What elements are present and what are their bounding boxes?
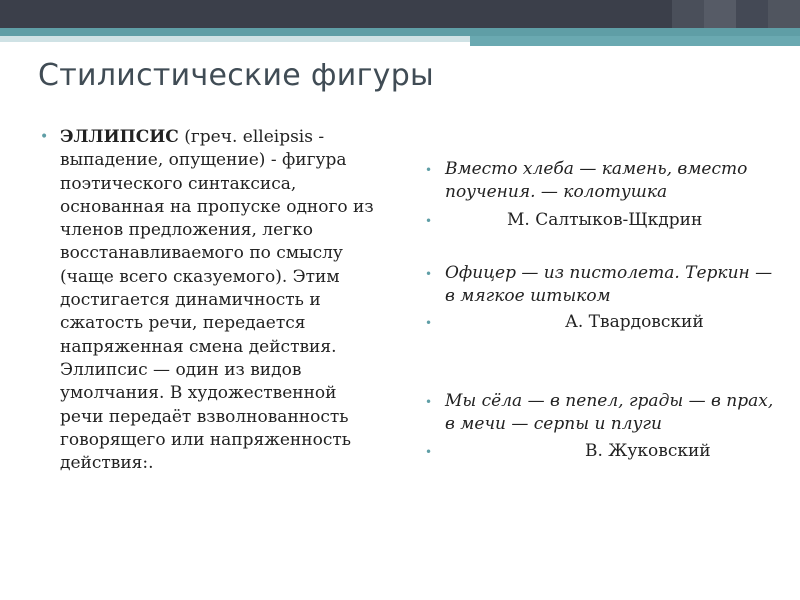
bullet-icon: • bbox=[425, 214, 433, 228]
bullet-icon: • bbox=[40, 129, 49, 145]
example-author: • М. Салтыков-Щкдрин bbox=[425, 209, 775, 232]
example-author: • А. Твардовский bbox=[425, 311, 775, 334]
example-quote: • Вместо хлеба — камень, вместо поучения. — колотушка bbox=[425, 159, 748, 202]
bullet-icon: • bbox=[425, 316, 433, 330]
examples-block bbox=[425, 158, 775, 463]
bullet-icon: • bbox=[425, 163, 433, 177]
definition-item bbox=[40, 126, 375, 475]
bullet-icon: • bbox=[425, 395, 433, 409]
bullet-icon: • bbox=[425, 445, 433, 459]
example-quote: • Мы сёла — в пепел, грады — в прах, в мечи — серпы и плуги bbox=[425, 391, 774, 434]
header-blocks bbox=[672, 0, 800, 28]
accent-stripe bbox=[0, 28, 800, 36]
slide-title: Стилистические фигуры bbox=[38, 58, 435, 93]
example-author: • В. Жуковский bbox=[425, 440, 775, 463]
definition-block bbox=[40, 126, 375, 475]
example-quote: • Офицер — из пистолета. Теркин — в мягкое штыком bbox=[425, 263, 773, 306]
accent-stripe-right bbox=[470, 36, 800, 46]
definition-text: (греч. elleipsis - выпадение, опущение) - фигура поэтического синтаксиса, основанная на пропуске одного из членов предложения, легко восстанавливаемого по смыслу (чаще всего сказуемого). Этим достигается динамичность и сжатость речи, передается напряженная смена действия. Эллипсис — один из видов умолчания. В художественной речи передаёт взволнованность говорящего или напряженность действия:. bbox=[60, 127, 374, 474]
term-label: ЭЛЛИПСИС bbox=[60, 127, 179, 147]
bullet-icon: • bbox=[425, 267, 433, 281]
light-stripe bbox=[0, 36, 470, 42]
